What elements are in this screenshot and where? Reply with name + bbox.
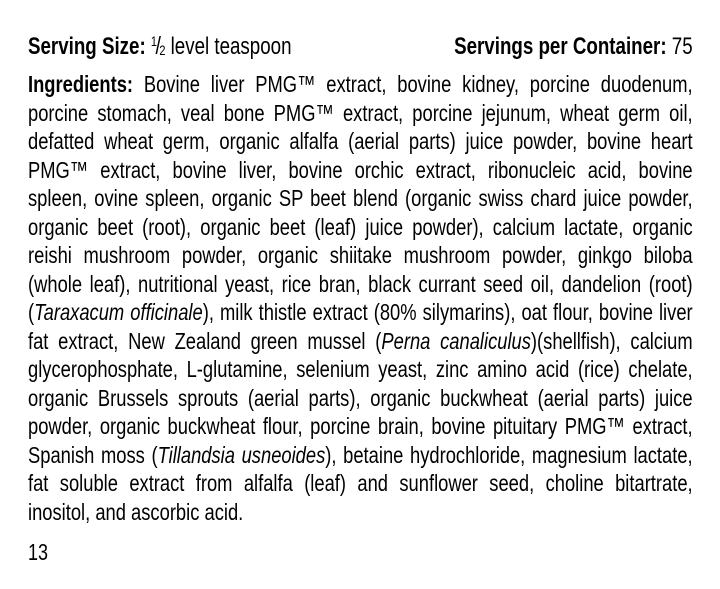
- scientific-name: Perna canaliculus: [381, 327, 531, 354]
- scientific-name: Tillandsia usneoides: [157, 441, 326, 468]
- ingredients-text: )(shellfish), calcium glycerophosphate, L-glutamine, selenium yeast, zinc amino acid (rice) chelate, organic Brussels sprouts (aerial parts), organic buckwheat (aerial parts) juice powder, organic buckwheat flour, porcine brain, bovine pituitary PMG™ extract, Spanish moss (: [28, 327, 693, 468]
- serving-size: [28, 26, 292, 65]
- ingredients-body: [28, 71, 693, 525]
- ingredients-paragraph: [28, 70, 693, 526]
- serving-size-unit: level teaspoon: [170, 33, 292, 60]
- ingredients-text: ), milk thistle extract (80% silymarins), oat flour, bovine liver fat extract, New Zealand green mussel (: [28, 299, 693, 354]
- fraction-denominator: 2: [159, 42, 166, 58]
- ingredients-label: Ingredients:: [28, 71, 134, 97]
- page-number: 13: [28, 539, 48, 565]
- fraction-numerator: 1: [150, 33, 158, 49]
- serving-info-row: [28, 26, 693, 65]
- servings-per-container: [454, 32, 693, 62]
- serving-size-label: Serving Size:: [28, 33, 146, 60]
- scientific-name: Taraxacum officinale: [34, 299, 203, 325]
- fraction-slash: /: [155, 32, 161, 60]
- ingredients-text: Bovine liver PMG™ extract, bovine kidney, porcine duodenum, porcine stomach, veal bone PMG™ extract, porcine jejunum, wheat germ oil, defatted wheat germ, organic alfalfa (aerial parts) juice powder, bovine heart PMG™ extract, bovine liver, bovine orchic extract, ribonucleic acid, bovine spleen, ovine spleen, organic SP beet blend (organic swiss chard juice powder, organic beet (root), organic beet (leaf) juice powder), calcium lactate, organic reishi mushroom powder, organic shiitake mushroom powder, ginkgo biloba (whole leaf), nutritional yeast, rice bran, black currant seed oil, dandelion (root) (: [28, 71, 693, 325]
- servings-per-container-label: Servings per Container:: [454, 33, 667, 60]
- one-half-fraction: [151, 33, 165, 60]
- ingredients-text: ), betaine hydrochloride, magnesium lactate, fat soluble extract from alfalfa (leaf) and sunflower seed, choline bitartrate, inositol, and ascorbic acid.: [28, 441, 693, 525]
- servings-per-container-value: 75: [671, 33, 693, 60]
